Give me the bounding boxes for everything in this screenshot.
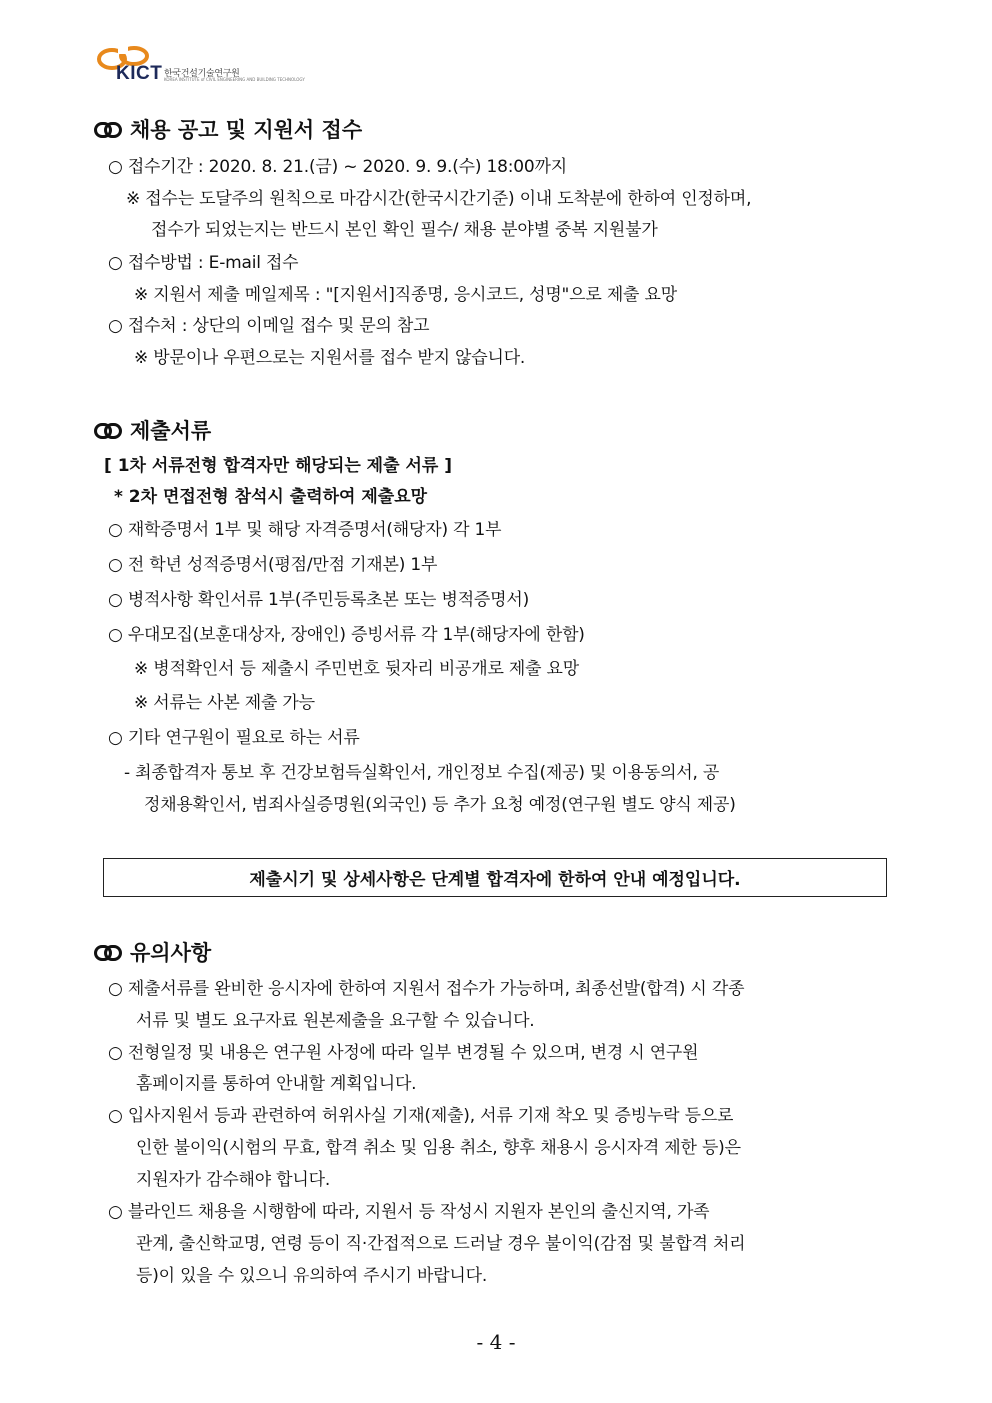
- caution-2-line-1: ○ 전형일정 및 내용은 연구원 사정에 따라 일부 변경될 수 있으며, 변경 시 연구원: [108, 1043, 699, 1063]
- method-note-line: ※ 지원서 제출 메일제목 : "[지원서]직종명, 응시코드, 성명"으로 제출 요망: [134, 285, 677, 305]
- section-title-recruitment: [94, 120, 362, 141]
- document-item-5-detail-2: 정채용확인서, 범죄사실증명원(외국인) 등 추가 요청 예정(연구원 별도 양식 제공): [144, 795, 736, 815]
- caution-3-line-3: 지원자가 감수해야 합니다.: [136, 1170, 331, 1190]
- document-item-2: ○ 전 학년 성적증명서(평점/만점 기재본) 1부: [108, 555, 438, 575]
- place-note-line: ※ 방문이나 우편으로는 지원서를 접수 받지 않습니다.: [134, 348, 526, 368]
- period-note-line-2: 접수가 되었는지는 반드시 본인 확인 필수/ 채용 분야별 중복 지원불가: [151, 220, 658, 240]
- caution-1-line-2: 서류 및 별도 요구자료 원본제출을 요구할 수 있습니다.: [136, 1011, 535, 1031]
- link-icon: [94, 945, 122, 961]
- caution-1-line-1: ○ 제출서류를 완비한 응시자에 한하여 지원서 접수가 가능하며, 최종선발(합격) 시 각종: [108, 979, 745, 999]
- documents-subtitle: [ 1차 서류전형 합격자만 해당되는 제출 서류 ]: [104, 456, 452, 476]
- caution-3-line-2: 인한 불이익(시험의 무효, 합격 취소 및 임용 취소, 향후 채용시 응시자격 제한 등)은: [136, 1138, 741, 1158]
- caution-4-line-3: 등)이 있을 수 있으니 유의하여 주시기 바랍니다.: [136, 1266, 488, 1286]
- document-item-3: ○ 병적사항 확인서류 1부(주민등록초본 또는 병적증명서): [108, 590, 530, 610]
- logo-korean-name: 한국건설기술연구원: [164, 69, 240, 79]
- place-line: ○ 접수처 : 상단의 이메일 접수 및 문의 참고: [108, 316, 430, 336]
- document-item-4: ○ 우대모집(보훈대상자, 장애인) 증빙서류 각 1부(해당자에 한함): [108, 625, 585, 645]
- logo-english-name: KOREA INSTITUTE of CIVIL ENGINEERING AND BUILDING TECHNOLOGY: [164, 77, 305, 82]
- caution-4-line-2: 관계, 출신학교명, 연령 등이 직·간접적으로 드러날 경우 불이익(감점 및 불합격 처리: [136, 1234, 746, 1254]
- document-item-5: ○ 기타 연구원이 필요로 하는 서류: [108, 728, 360, 748]
- document-item-4-note-2: ※ 서류는 사본 제출 가능: [134, 693, 315, 713]
- document-item-4-note-1: ※ 병적확인서 등 제출시 주민번호 뒷자리 비공개로 제출 요망: [134, 659, 580, 679]
- section-title-text: 유의사항: [130, 941, 212, 965]
- section-title-text: 제출서류: [130, 419, 212, 443]
- section-title-cautions: [94, 943, 211, 964]
- page-number: - 4 -: [476, 1330, 516, 1354]
- link-icon: [94, 423, 122, 439]
- period-line: ○ 접수기간 : 2020. 8. 21.(금) ~ 2020. 9. 9.(수) 18:00까지: [108, 157, 567, 177]
- caution-3-line-1: ○ 입사지원서 등과 관련하여 허위사실 기재(제출), 서류 기재 착오 및 증빙누락 등으로: [108, 1106, 734, 1126]
- method-line: ○ 접수방법 : E-mail 접수: [108, 253, 299, 273]
- document-item-1: ○ 재학증명서 1부 및 해당 자격증명서(해당자) 각 1부: [108, 520, 502, 540]
- documents-note: * 2차 면접전형 참석시 출력하여 제출요망: [114, 487, 428, 507]
- submission-notice-box: 제출시기 및 상세사항은 단계별 합격자에 한하여 안내 예정입니다.: [103, 858, 887, 897]
- kict-logo: [96, 46, 305, 86]
- document-item-5-detail-1: - 최종합격자 통보 후 건강보험득실확인서, 개인정보 수집(제공) 및 이용동의서, 공: [124, 763, 720, 783]
- section-title-text: 채용 공고 및 지원서 접수: [130, 118, 363, 142]
- section-title-documents: [94, 421, 211, 442]
- caution-2-line-2: 홈페이지를 통하여 안내할 계획입니다.: [136, 1074, 417, 1094]
- caution-4-line-1: ○ 블라인드 채용을 시행함에 따라, 지원서 등 작성시 지원자 본인의 출신지역, 가족: [108, 1202, 710, 1222]
- period-note-line-1: ※ 접수는 도달주의 원칙으로 마감시간(한국시간기준) 이내 도착분에 한하여 인정하며,: [126, 189, 752, 209]
- link-icon: [94, 122, 122, 138]
- logo-text: KICT: [116, 63, 163, 84]
